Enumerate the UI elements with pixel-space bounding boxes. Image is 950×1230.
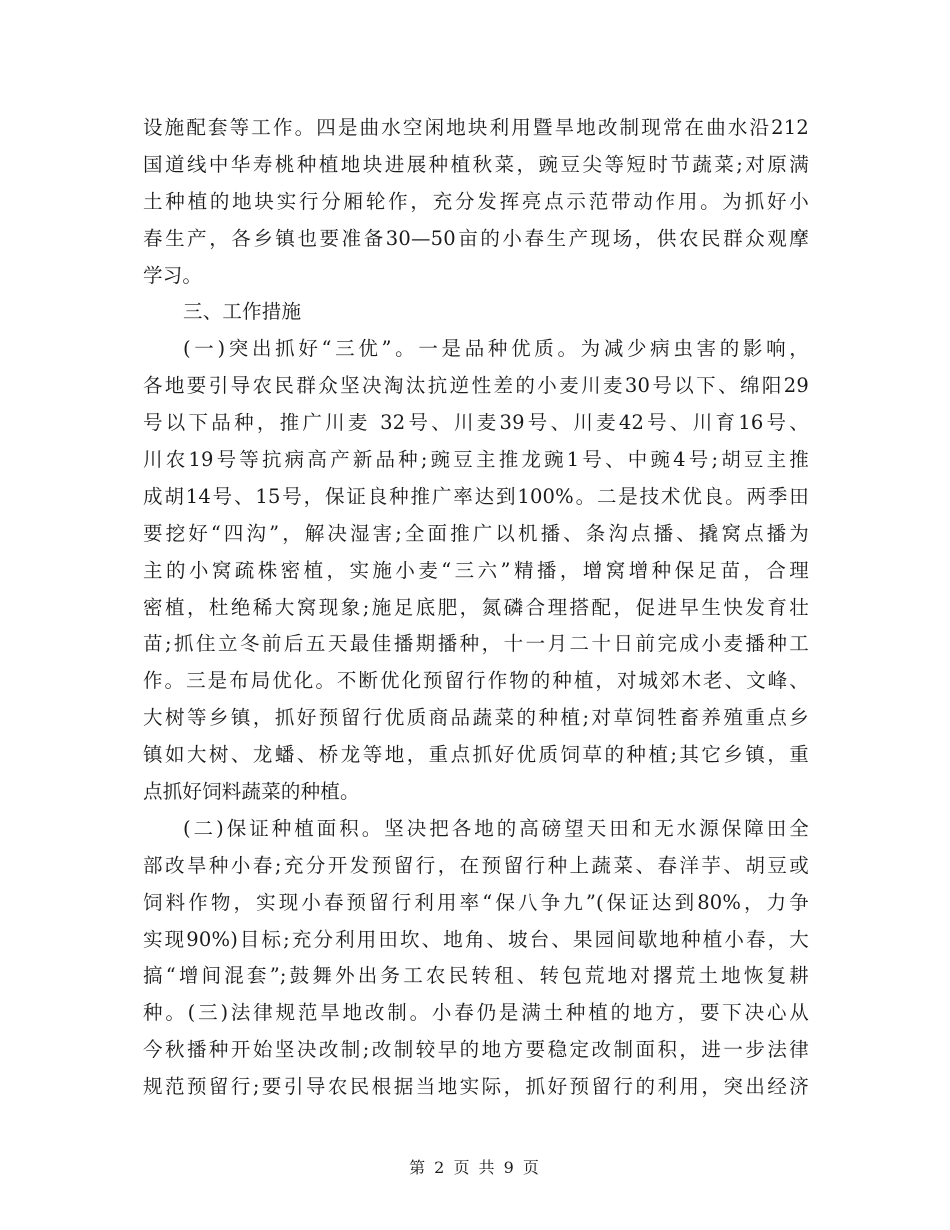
text-line: 规范预留行;要引导农民根据当地实际，抓好预留行的利用，突出经济 [143, 1075, 809, 1099]
text-line: 搞“增间混套”;鼓舞外出务工农民转租、转包荒地对撂荒土地恢复耕 [143, 964, 809, 988]
page-number: 第 2 页 共 9 页 [409, 1158, 541, 1177]
text-line: 主的小窝疏株密植，实施小麦“三六”精播，增窝增种保足苗，合理 [143, 558, 809, 582]
text-line: 密植，杜绝稀大窝现象;施足底肥，氮磷合理搭配，促进早生快发育壮 [143, 595, 809, 619]
text-line: 部改旱种小春;充分开发预留行，在预留行种上蔬菜、春洋芋、胡豆或 [143, 853, 809, 877]
text-line: 要挖好“四沟”，解决湿害;全面推广以机播、条沟点播、撬窝点播为 [143, 521, 809, 545]
text-line: 作。三是布局优化。不断优化预留行作物的种植，对城郊木老、文峰、 [143, 669, 809, 693]
text-line: 大树等乡镇，抓好预留行优质商品蔬菜的种植;对草饲牲畜养殖重点乡 [143, 706, 809, 730]
text-line: 各地要引导农民群众坚决淘汰抗逆性差的小麦川麦30号以下、绵阳29 [143, 374, 809, 398]
text-line: 春生产，各乡镇也要准备30—50亩的小春生产现场，供农民群众观摩 [143, 226, 809, 250]
text-line: (二)保证种植面积。坚决把各地的高磅望天田和无水源保障田全 [183, 816, 809, 840]
text-line: 川农19号等抗病高产新品种;豌豆主推龙豌1号、中豌4号;胡豆主推 [143, 448, 809, 472]
text-line: 实现90%)目标;充分利用田坎、地角、坡台、果园间歇地种植小春，大 [143, 927, 809, 951]
text-line: 学习。 [143, 263, 203, 287]
body-text [143, 110, 809, 1106]
text-line: 国道线中华寿桃种植地块进展种植秋菜，豌豆尖等短时节蔬菜;对原满 [143, 152, 809, 176]
text-line: 种。(三)法律规范旱地改制。小春仍是满土种植的地方，要下决心从 [143, 1001, 809, 1025]
text-line: 设施配套等工作。四是曲水空闲地块利用暨旱地改制现常在曲水沿212 [143, 116, 809, 139]
text-line: 苗;抓住立冬前后五天最佳播期播种，十一月二十日前完成小麦播种工 [143, 632, 809, 656]
text-line: 点抓好饲料蔬菜的种植。 [143, 780, 360, 804]
text-line: 土种植的地块实行分厢轮作，充分发挥亮点示范带动作用。为抓好小 [143, 189, 809, 213]
section-heading: 三、工作措施 [183, 300, 302, 324]
text-line: 号以下品种，推广川麦 32号、川麦39号、川麦42号、川育16号、 [143, 411, 809, 435]
text-line: (一)突出抓好“三优”。一是品种优质。为减少病虫害的影响， [183, 337, 809, 361]
text-line: 成胡14号、15号，保证良种推广率达到100%。二是技术优良。两季田 [143, 484, 809, 508]
text-line: 饲料作物，实现小春预留行利用率“保八争九”(保证达到80%，力争 [143, 890, 809, 914]
text-line: 今秋播种开始坚决改制;改制较早的地方要稳定改制面积，进一步法律 [143, 1038, 809, 1062]
text-line: 镇如大树、龙蟠、桥龙等地，重点抓好优质饲草的种植;其它乡镇，重 [143, 743, 809, 767]
